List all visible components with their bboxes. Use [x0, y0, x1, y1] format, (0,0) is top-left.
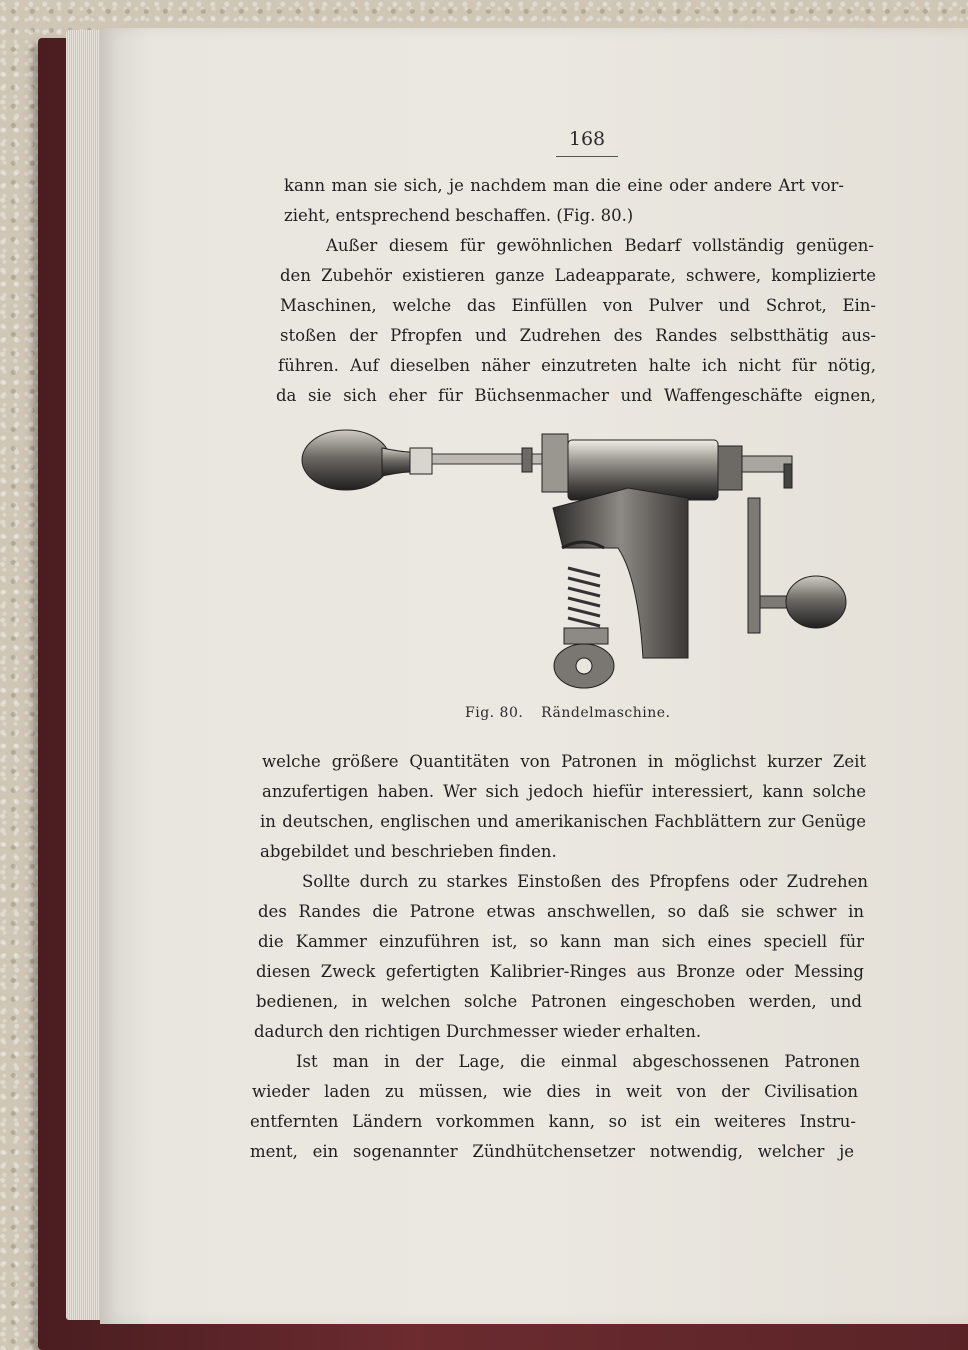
text-line: entfernten Ländern vorkommen kann, so ist ein weiteres Instru- [250, 1112, 856, 1131]
figure-caption [465, 705, 685, 721]
page-number-rule [556, 156, 618, 157]
text-line: die Kammer einzuführen ist, so kann man sich eines speciell für [258, 932, 864, 951]
text-line: des Randes die Patrone etwas anschwellen, so daß sie schwer in [258, 902, 864, 921]
text-line: Sollte durch zu starkes Einstoßen des Pfropfens oder Zudrehen [302, 872, 868, 891]
text-line: wieder laden zu müssen, wie dies in weit von der Civilisation [252, 1082, 858, 1101]
text-line: ment, ein sogenannter Zündhütchensetzer notwendig, welcher je [250, 1142, 854, 1161]
figure-caption-title: Rändelmaschine. [541, 705, 671, 721]
text-line: stoßen der Pfropfen und Zudrehen des Randes selbstthätig aus- [280, 326, 876, 345]
text-line: in deutschen, englischen und amerikanischen Fachblättern zur Genüge [260, 812, 866, 831]
text-line: abgebildet und beschrieben finden. [260, 842, 557, 861]
text-line: anzufertigen haben. Wer sich jedoch hiefür interessiert, kann solche [262, 782, 866, 801]
text-line: diesen Zweck gefertigten Kalibrier-Ringes aus Bronze oder Messing [256, 962, 864, 981]
text-line: kann man sie sich, je nachdem man die eine oder andere Art vor- [284, 176, 844, 195]
text-line: Ist man in der Lage, die einmal abgeschossenen Patronen [296, 1052, 860, 1071]
text-line: führen. Auf dieselben näher einzutreten halte ich nicht für nötig, [278, 356, 876, 375]
text-line: Maschinen, welche das Einfüllen von Pulver und Schrot, Ein- [280, 296, 876, 315]
text-line: welche größere Quantitäten von Patronen in möglichst kurzer Zeit [262, 752, 866, 771]
text-line: bedienen, in welchen solche Patronen eingeschoben werden, und [256, 992, 862, 1011]
text-line: den Zubehör existieren ganze Ladeapparate, schwere, komplizierte [280, 266, 876, 285]
text-line: da sie sich eher für Büchsenmacher und Waffengeschäfte eignen, [276, 386, 876, 405]
text-line: Außer diesem für gewöhnlichen Bedarf vollständig genügen- [326, 236, 874, 255]
text-line: zieht, entsprechend beschaffen. (Fig. 80.) [284, 206, 634, 225]
figure-caption-label: Fig. 80. [465, 705, 524, 721]
text-line: dadurch den richtigen Durchmesser wieder erhalten. [254, 1022, 702, 1041]
page-number: 168 [568, 128, 606, 150]
figure-80-illustration [298, 418, 858, 708]
